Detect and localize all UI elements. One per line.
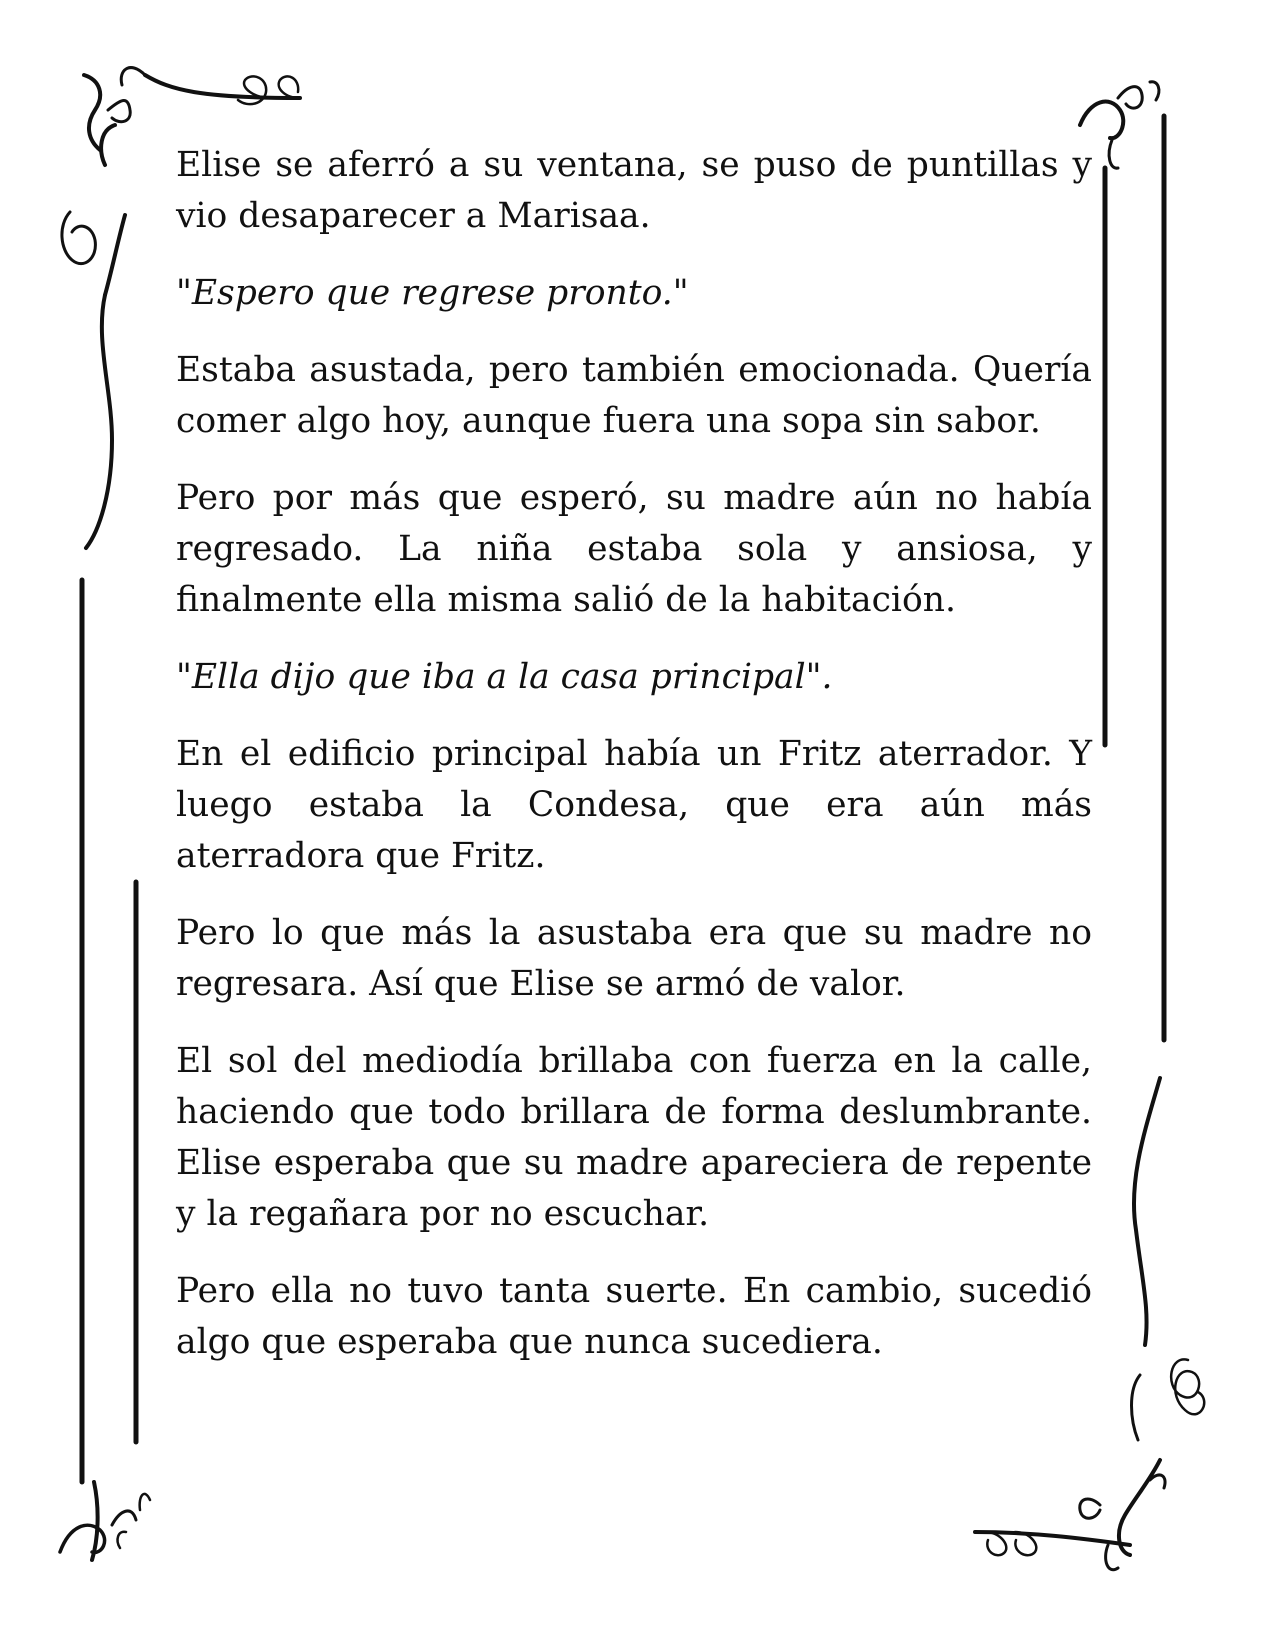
- quote-paragraph: "Ella dijo que iba a la casa principal".: [176, 657, 833, 697]
- bottom-right-flourish-icon: [975, 1460, 1165, 1570]
- paragraph: Elise se aferró a su ventana, se puso de puntillas y vio desaparecer a Marisaa.: [176, 145, 1092, 236]
- document-body: [176, 140, 1092, 1394]
- right-wave-flourish-icon: [1132, 1078, 1205, 1440]
- paragraph: El sol del mediodía brillaba con fuerza en la calle, haciendo que todo brillara de forma deslumbrante. Elise esperaba que su madre apareciera de repente y la regañara por no escuchar.: [176, 1041, 1092, 1234]
- paragraph: Pero lo que más la asustaba era que su madre no regresara. Así que Elise se armó de valor.: [176, 913, 1092, 1004]
- paragraph: Estaba asustada, pero también emocionada. Quería comer algo hoy, aunque fuera una sopa sin sabor.: [176, 350, 1092, 441]
- paragraph: En el edificio principal había un Fritz aterrador. Y luego estaba la Condesa, que era aún más aterradora que Fritz.: [176, 734, 1092, 876]
- paragraph: Pero ella no tuvo tanta suerte. En cambio, sucedió algo que esperaba que nunca sucediera.: [176, 1271, 1092, 1362]
- quote-paragraph: "Espero que regrese pronto.": [176, 273, 689, 313]
- bottom-left-flourish-icon: [60, 1482, 150, 1560]
- paragraph: Pero por más que esperó, su madre aún no había regresado. La niña estaba sola y ansiosa, y finalmente ella misma salió de la habitación.: [176, 478, 1092, 620]
